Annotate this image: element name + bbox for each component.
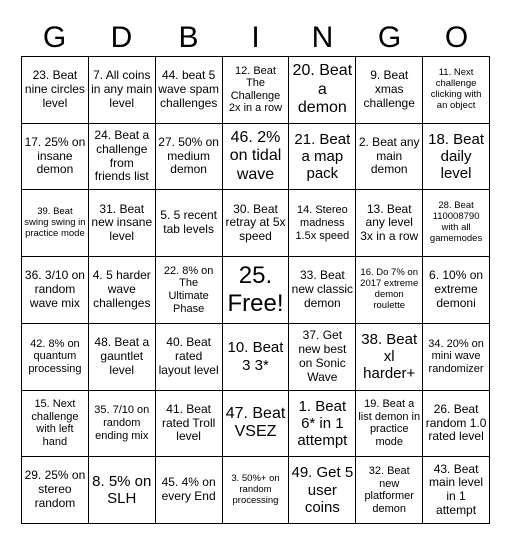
- bingo-cell[interactable]: 14. Stereo madness 1.5x speed: [289, 190, 356, 257]
- bingo-cell[interactable]: 17. 25% on insane demon: [22, 124, 89, 191]
- bingo-cell[interactable]: 37. Get new best on Sonic Wave: [289, 324, 356, 391]
- bingo-cell[interactable]: 23. Beat nine circles level: [22, 57, 89, 124]
- bingo-cell[interactable]: 41. Beat rated Troll level: [156, 391, 223, 458]
- bingo-cell[interactable]: 32. Beat new platformer demon: [356, 457, 423, 524]
- bingo-cell-free[interactable]: 25. Free!: [223, 257, 290, 324]
- bingo-cell[interactable]: 43. Beat main level in 1 attempt: [423, 457, 490, 524]
- header-letter-g: G: [42, 21, 67, 54]
- header-letter-b: B: [178, 21, 199, 54]
- bingo-cell[interactable]: 36. 3/10 on random wave mix: [22, 257, 89, 324]
- bingo-board: [21, 56, 490, 524]
- bingo-cell[interactable]: 49. Get 5 user coins: [289, 457, 356, 524]
- bingo-cell[interactable]: 21. Beat a map pack: [289, 124, 356, 191]
- bingo-cell[interactable]: 16. Do 7% on 2017 extreme demon roulette: [356, 257, 423, 324]
- bingo-cell[interactable]: 7. All coins in any main level: [89, 57, 156, 124]
- bingo-cell[interactable]: 2. Beat any main demon: [356, 124, 423, 191]
- bingo-cell[interactable]: 9. Beat xmas challenge: [356, 57, 423, 124]
- bingo-cell[interactable]: 30. Beat retray at 5x speed: [223, 190, 290, 257]
- bingo-header: [21, 18, 490, 58]
- header-letter-o: O: [444, 21, 469, 54]
- bingo-cell[interactable]: 3. 50%+ on random processing: [223, 457, 290, 524]
- header-letter-d: D: [110, 21, 133, 54]
- header-letter-i: I: [251, 21, 260, 54]
- header-letter-g2: G: [377, 21, 402, 54]
- bingo-cell[interactable]: 10. Beat 3 3*: [223, 324, 290, 391]
- bingo-cell[interactable]: 47. Beat VSEZ: [223, 391, 290, 458]
- bingo-cell[interactable]: 15. Next challenge with left hand: [22, 391, 89, 458]
- bingo-cell[interactable]: 12. Beat The Challenge 2x in a row: [223, 57, 290, 124]
- bingo-cell[interactable]: 33. Beat new classic demon: [289, 257, 356, 324]
- bingo-cell[interactable]: 48. Beat a gauntlet level: [89, 324, 156, 391]
- header-letter-n: N: [311, 21, 334, 54]
- bingo-cell[interactable]: 39. Beat swing swing in practice mode: [22, 190, 89, 257]
- bingo-cell[interactable]: 38. Beat xl harder+: [356, 324, 423, 391]
- bingo-cell[interactable]: 42. 8% on quantum processing: [22, 324, 89, 391]
- bingo-cell[interactable]: 18. Beat daily level: [423, 124, 490, 191]
- bingo-cell[interactable]: 34. 20% on mini wave randomizer: [423, 324, 490, 391]
- bingo-cell[interactable]: 19. Beat a list demon in practice mode: [356, 391, 423, 458]
- bingo-cell[interactable]: 45. 4% on every End: [156, 457, 223, 524]
- bingo-cell[interactable]: 6. 10% on extreme demoni: [423, 257, 490, 324]
- bingo-cell[interactable]: 24. Beat a challenge from friends list: [89, 124, 156, 191]
- bingo-cell[interactable]: 35. 7/10 on random ending mix: [89, 391, 156, 458]
- bingo-cell[interactable]: 22. 8% on The Ultimate Phase: [156, 257, 223, 324]
- bingo-cell[interactable]: 13. Beat any level 3x in a row: [356, 190, 423, 257]
- bingo-cell[interactable]: 20. Beat a demon: [289, 57, 356, 124]
- bingo-cell[interactable]: 40. Beat rated layout level: [156, 324, 223, 391]
- bingo-cell[interactable]: 29. 25% on stereo random: [22, 457, 89, 524]
- bingo-cell[interactable]: 4. 5 harder wave challenges: [89, 257, 156, 324]
- bingo-cell[interactable]: 31. Beat new insane level: [89, 190, 156, 257]
- bingo-cell[interactable]: 11. Next challenge clicking with an object: [423, 57, 490, 124]
- bingo-cell[interactable]: 8. 5% on SLH: [89, 457, 156, 524]
- bingo-cell[interactable]: 1. Beat 6* in 1 attempt: [289, 391, 356, 458]
- bingo-cell[interactable]: 26. Beat random 1.0 rated level: [423, 391, 490, 458]
- bingo-cell[interactable]: 28. Beat 110008790 with all gamemodes: [423, 190, 490, 257]
- bingo-cell[interactable]: 5. 5 recent tab levels: [156, 190, 223, 257]
- bingo-cell[interactable]: 44. beat 5 wave spam challenges: [156, 57, 223, 124]
- bingo-cell[interactable]: 46. 2% on tidal wave: [223, 124, 290, 191]
- bingo-cell[interactable]: 27. 50% on medium demon: [156, 124, 223, 191]
